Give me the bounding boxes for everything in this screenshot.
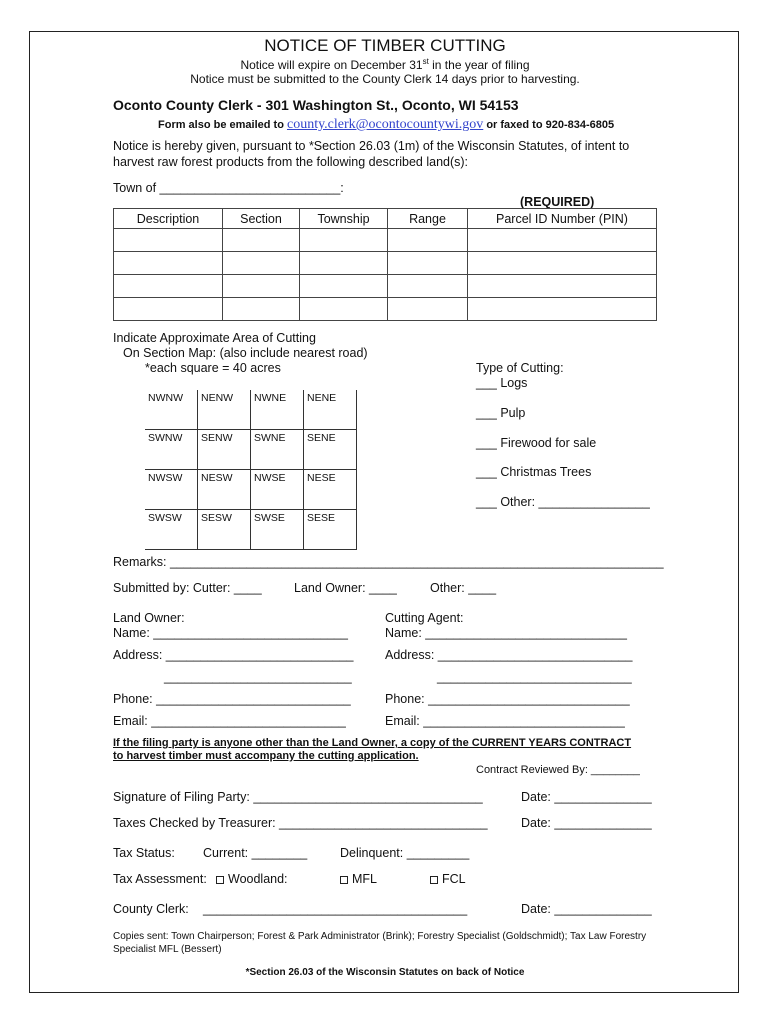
grid-cell[interactable]: SWNE	[251, 430, 304, 470]
col-range: Range	[388, 209, 468, 229]
remarks-field[interactable]: Remarks: _______________________________________________________________________	[113, 555, 664, 569]
grid-cell[interactable]: NENE	[304, 390, 357, 430]
signature-field[interactable]: Signature of Filing Party: _________________________________	[113, 790, 483, 804]
grid-cell[interactable]: NWNW	[145, 390, 198, 430]
notice-text-2: harvest raw forest products from the following described land(s):	[113, 155, 469, 169]
agent-address2-field[interactable]: ____________________________	[437, 670, 632, 684]
grid-cell[interactable]: NWSE	[251, 470, 304, 510]
clerk-date-field[interactable]: Date: ______________	[521, 902, 652, 916]
email-link[interactable]: county.clerk@ocontocountywi.gov	[286, 117, 484, 132]
copies-sent-1: Copies sent: Town Chairperson; Forest & Park Administrator (Brink); Forestry Specialist (Goldschmidt); Tax Law Forestry	[113, 931, 647, 942]
email-line: Form also be emailed to county.clerk@ocontocountywi.gov or faxed to 920-834-6805	[158, 117, 615, 132]
owner-address2-field[interactable]: ___________________________	[164, 670, 352, 684]
owner-address-field[interactable]: Address: ___________________________	[113, 648, 354, 662]
tax-current-field[interactable]: Current: ________	[203, 846, 308, 860]
col-description: Description	[114, 209, 223, 229]
area-label-1: Indicate Approximate Area of Cutting	[113, 331, 316, 345]
submitted-by-other[interactable]: Other: ____	[430, 581, 497, 595]
grid-cell[interactable]: NWNE	[251, 390, 304, 430]
agent-email-field[interactable]: Email: _____________________________	[385, 714, 625, 728]
table-row	[114, 298, 657, 321]
grid-cell[interactable]: SWSE	[251, 510, 304, 550]
county-clerk-label: County Clerk:	[113, 902, 189, 916]
county-clerk-field[interactable]: ______________________________________	[203, 902, 468, 916]
grid-cell[interactable]: SWNW	[145, 430, 198, 470]
col-section: Section	[223, 209, 300, 229]
submit-notice: Notice must be submitted to the County Clerk 14 days prior to harvesting.	[190, 72, 580, 86]
grid-cell[interactable]: NENW	[198, 390, 251, 430]
footer-note: *Section 26.03 of the Wisconsin Statutes on back of Notice	[245, 967, 525, 978]
woodland-option[interactable]: Woodland:	[216, 872, 288, 886]
notice-text-1: Notice is hereby given, pursuant to *Section 26.03 (1m) of the Wisconsin Statutes, of intent to	[113, 139, 630, 153]
col-parcel-id: Parcel ID Number (PIN)	[468, 209, 657, 229]
owner-phone-field[interactable]: Phone: ____________________________	[113, 692, 351, 706]
contract-note-1: If the filing party is anyone other than the Land Owner, a copy of the CURRENT YEARS CONTRACT	[113, 737, 632, 749]
expire-notice: Notice will expire on December 31st in the year of filing	[240, 57, 530, 72]
tax-date-field[interactable]: Date: ______________	[521, 816, 652, 830]
required-label: (REQUIRED)	[520, 195, 595, 209]
checkbox-icon[interactable]	[340, 876, 348, 884]
table-row	[114, 252, 657, 275]
signature-date-field[interactable]: Date: ______________	[521, 790, 652, 804]
table-row	[114, 229, 657, 252]
table-row	[114, 275, 657, 298]
submitted-by-owner[interactable]: Land Owner: ____	[294, 581, 397, 595]
type-logs[interactable]: ___ Logs	[476, 376, 528, 390]
taxes-checked-field[interactable]: Taxes Checked by Treasurer: ______________________________	[113, 816, 488, 830]
type-other[interactable]: ___ Other: ________________	[476, 495, 650, 509]
col-township: Township	[300, 209, 388, 229]
submitted-by-cutter[interactable]: Submitted by: Cutter: ____	[113, 581, 262, 595]
area-label-3: *each square = 40 acres	[145, 361, 281, 375]
tax-assessment-label: Tax Assessment:	[113, 872, 207, 886]
grid-cell[interactable]: SESE	[304, 510, 357, 550]
type-pulp[interactable]: ___ Pulp	[476, 406, 526, 420]
owner-name-field[interactable]: Name: ____________________________	[113, 626, 348, 640]
grid-cell[interactable]: NESW	[198, 470, 251, 510]
checkbox-icon[interactable]	[216, 876, 224, 884]
clerk-address: Oconto County Clerk - 301 Washington St., Oconto, WI 54153	[113, 97, 519, 113]
grid-cell[interactable]: SENW	[198, 430, 251, 470]
form-title: NOTICE OF TIMBER CUTTING	[264, 36, 506, 55]
grid-cell[interactable]: SENE	[304, 430, 357, 470]
contract-note-2: to harvest timber must accompany the cutting application.	[113, 750, 419, 762]
town-field[interactable]: Town of __________________________:	[113, 181, 344, 195]
grid-cell[interactable]: NWSW	[145, 470, 198, 510]
agent-phone-field[interactable]: Phone: _____________________________	[385, 692, 630, 706]
type-christmas-trees[interactable]: ___ Christmas Trees	[476, 465, 592, 479]
grid-cell[interactable]: SWSW	[145, 510, 198, 550]
land-owner-heading: Land Owner:	[113, 611, 185, 625]
tax-status-label: Tax Status:	[113, 846, 175, 860]
copies-sent-2: Specialist MFL (Bessert)	[113, 944, 222, 955]
mfl-option[interactable]: MFL	[340, 872, 377, 886]
agent-address-field[interactable]: Address: ____________________________	[385, 648, 633, 662]
type-of-cutting-label: Type of Cutting:	[476, 361, 564, 375]
type-firewood[interactable]: ___ Firewood for sale	[476, 436, 597, 450]
land-table	[113, 208, 657, 321]
tax-delinquent-field[interactable]: Delinquent: _________	[340, 846, 470, 860]
grid-cell[interactable]: NESE	[304, 470, 357, 510]
agent-name-field[interactable]: Name: _____________________________	[385, 626, 627, 640]
checkbox-icon[interactable]	[430, 876, 438, 884]
agent-heading: Cutting Agent:	[385, 611, 464, 625]
contract-reviewed-field[interactable]: Contract Reviewed By: ________	[476, 764, 640, 776]
section-map-grid	[145, 390, 357, 550]
fcl-option[interactable]: FCL	[430, 872, 466, 886]
grid-cell[interactable]: SESW	[198, 510, 251, 550]
owner-email-field[interactable]: Email: ____________________________	[113, 714, 346, 728]
area-label-2: On Section Map: (also include nearest road)	[123, 346, 368, 360]
